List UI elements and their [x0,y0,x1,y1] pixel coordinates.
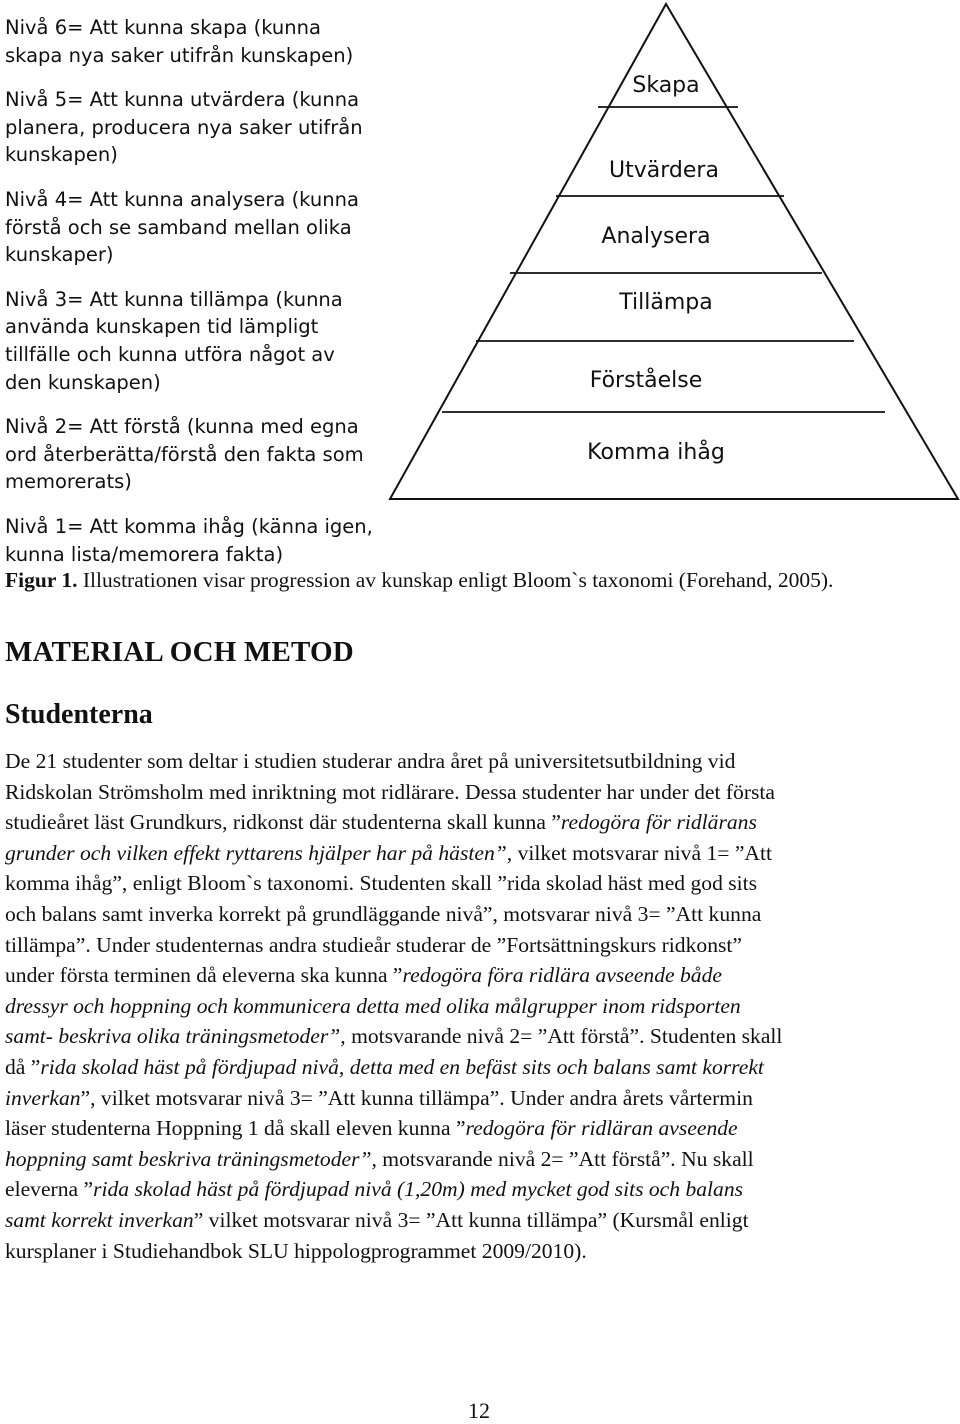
level-block [5,14,390,69]
italic-run: samt korrekt inverkan [5,1207,194,1232]
italic-run: redogöra för ridlärans [560,810,757,835]
italic-run: dressyr och hoppning och kommunicera detta med olika målgrupper inom ridsporten [5,993,741,1018]
paragraph-line [5,807,960,838]
level-line: Nivå 6= Att kunna skapa (kunna [5,16,321,39]
text-run: vilket motsvarar nivå 1= ”Att [512,840,773,865]
level-line: Nivå 5= Att kunna utvärdera (kunna [5,88,360,112]
paragraph-line [5,868,960,899]
figure-caption [5,568,833,593]
text-run: läser studenterna Hoppning 1 då skall eleven kunna ” [5,1116,466,1141]
paragraph-line [5,960,960,991]
pyramid-label-tillampa: Tillämpa [619,290,713,315]
paragraph-line [5,777,960,808]
text-run: eleverna ” [5,1177,94,1202]
text-run: komma ihåg”, enligt Bloom`s taxonomi. Studenten skall ”rida skolad häst med god sits [5,871,758,896]
italic-run: rida skolad häst på fördjupad nivå, detta med en befäst sits och balans samt korrekt [40,1054,764,1079]
text-run: studieåret läst Grundkurs, ridkonst där studenterna skall kunna ” [5,810,561,835]
level-line: den kunskapen) [5,370,161,394]
pyramid-label-forstaelse: Förståelse [589,368,703,393]
level-line: planera, producera nya saker utifrån [5,115,363,139]
italic-run: redogöra föra ridlära avseende både [402,963,722,988]
figure-label: Figur 1. [5,568,78,592]
text-run: under första terminen då eleverna ska kunna ” [5,963,403,988]
level-block [5,413,390,496]
level-line: ord återberätta/förstå den fakta som [5,442,364,466]
text-run: ”, vilket motsvarar nivå 3= ”Att kunna tillämpa”. Under andra årets vårtermin [80,1085,753,1110]
level-block [5,186,390,269]
paragraph-line [5,1205,960,1236]
pyramid-label-utvardera: Utvärdera [609,158,719,183]
text-run: motsvarande nivå 2= ”Att förstå”. Nu skall [376,1146,754,1171]
level-block [5,286,390,396]
text-run: och balans samt inverka korrekt på grundläggande nivå”, motsvarar nivå 3= ”Att kunna [5,901,762,926]
section-heading: MATERIAL OCH METOD [5,636,354,668]
page-number: 12 [468,1398,490,1423]
level-line: kunskaper) [5,243,114,267]
body-paragraph [5,746,960,1266]
paragraph-line [5,1236,960,1267]
level-line: Nivå 2= Att förstå (kunna med egna [5,415,359,439]
text-run: Ridskolan Strömsholm med inriktning mot ridlärare. Dessa studenter har under det första [5,779,776,804]
level-line: skapa nya saker utifrån kunskapen) [5,43,354,67]
italic-run: rida skolad häst på fördjupad nivå (1,20m) med mycket god sits och balans [93,1177,744,1202]
level-line: förstå och se samband mellan olika [5,215,352,239]
pyramid-label-analysera: Analysera [601,224,711,249]
paragraph-line [5,1083,960,1114]
text-run: motsvarande nivå 2= ”Att förstå”. Studenten skall [345,1024,783,1049]
level-line: tillfälle och kunna utföra något av [5,342,335,366]
level-line: kunna lista/memorera fakta) [5,542,284,566]
level-line: memorerats) [5,470,132,494]
paragraph-line [5,1052,960,1083]
text-run: tillämpa”. Under studenternas andra studieår studerar de ”Fortsättningskurs ridkonst” [5,932,742,957]
pyramid-label-komma-ihag: Komma ihåg [587,440,725,465]
level-block [5,513,390,568]
paragraph-line [5,746,960,777]
figure-caption-text: Illustrationen visar progression av kunskap enligt Bloom`s taxonomi (Forehand, 2005). [77,568,834,592]
text-run: ” vilket motsvarar nivå 3= ”Att kunna tillämpa” (Kursmål enligt [193,1207,749,1232]
italic-run: inverkan [5,1085,81,1110]
italic-run: grunder och vilken effekt ryttarens hjälper har på hästen”, [5,840,513,865]
paragraph-line [5,1021,960,1052]
paragraph-line [5,991,960,1022]
pyramid-label-skapa: Skapa [632,73,700,98]
paragraph-line [5,930,960,961]
level-line: Nivå 4= Att kunna analysera (kunna [5,187,359,211]
italic-run: samt- beskriva olika träningsmetoder”, [5,1024,346,1049]
italic-run: redogöra för ridläran avseende [465,1116,738,1141]
level-line: använda kunskapen tid lämpligt [5,315,319,339]
paragraph-line [5,1144,960,1175]
paragraph-line [5,838,960,869]
level-line: Nivå 3= Att kunna tillämpa (kunna [5,287,343,311]
subsection-heading: Studenterna [5,699,153,730]
paragraph-line [5,1113,960,1144]
level-block [5,86,390,169]
paragraph-line [5,1174,960,1205]
level-line: kunskapen) [5,143,118,167]
text-run: De 21 studenter som deltar i studien studerar andra året på universitetsutbildning vid [5,749,736,773]
paragraph-line [5,899,960,930]
text-run: då ” [5,1054,41,1079]
bloom-level-list [5,14,390,585]
italic-run: hoppning samt beskriva träningsmetoder”, [5,1146,377,1171]
text-run: kursplaner i Studiehandbok SLU hippologprogrammet 2009/2010). [5,1238,587,1263]
level-line: Nivå 1= Att komma ihåg (känna igen, [5,514,373,538]
bloom-pyramid [388,0,960,504]
